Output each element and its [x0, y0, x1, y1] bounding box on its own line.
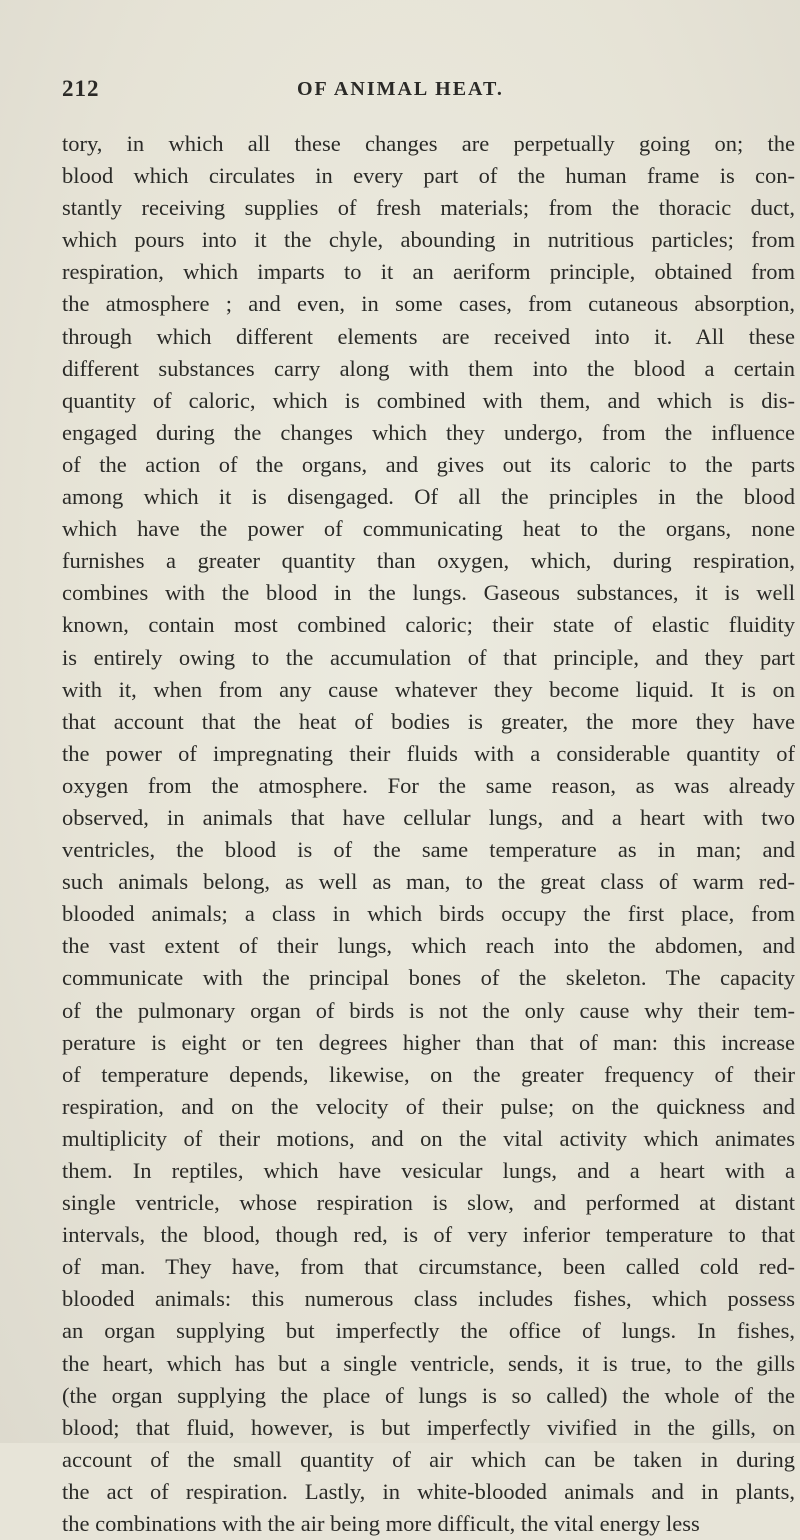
text-line: different substances carry along with them into the blood a certain: [62, 355, 795, 381]
text-line: them. In reptiles, which have vesicular lungs, and a heart with a: [62, 1158, 795, 1183]
text-line: multiplicity of their motions, and on the vital activity which animates: [62, 1125, 795, 1151]
text-line: that account that the heat of bodies is greater, the more they have: [62, 708, 795, 734]
text-line: known, contain most combined caloric; their state of elastic fluidity: [62, 612, 795, 638]
body-text: [62, 128, 795, 1540]
text-line: the act of respiration. Lastly, in white-blooded animals and in plants,: [62, 1478, 795, 1504]
text-line: (the organ supplying the place of lungs is so called) the whole of the: [62, 1382, 795, 1408]
text-line: observed, in animals that have cellular lungs, and a heart with two: [62, 804, 795, 830]
text-line: the combinations with the air being more difficult, the vital energy less: [62, 1511, 700, 1537]
text-line: among which it is disengaged. Of all the principles in the blood: [62, 484, 795, 510]
text-line: combines with the blood in the lungs. Gaseous substances, it is well: [62, 580, 795, 606]
text-line: perature is eight or ten degrees higher than that of man: this increase: [62, 1029, 795, 1055]
text-line: the heart, which has but a single ventricle, sends, it is true, to the gills: [62, 1350, 795, 1376]
text-line: single ventricle, whose respiration is slow, and performed at distant: [62, 1190, 795, 1216]
text-line: ventricles, the blood is of the same temperature as in man; and: [62, 837, 795, 863]
text-line: account of the small quantity of air which can be taken in during: [62, 1446, 795, 1472]
text-line: of the action of the organs, and gives out its caloric to the parts: [62, 451, 795, 477]
text-line: of man. They have, from that circumstance, been called cold red-: [62, 1254, 795, 1280]
text-line: an organ supplying but imperfectly the office of lungs. In fishes,: [62, 1318, 795, 1344]
text-line: blooded animals: this numerous class includes fishes, which possess: [62, 1286, 795, 1312]
text-line: is entirely owing to the accumulation of that principle, and they part: [62, 644, 795, 670]
text-line: quantity of caloric, which is combined with them, and which is dis-: [62, 387, 795, 413]
text-line: with it, when from any cause whatever they become liquid. It is on: [62, 676, 795, 702]
text-line: which have the power of communicating heat to the organs, none: [62, 516, 795, 542]
text-line: of temperature depends, likewise, on the greater frequency of their: [62, 1061, 795, 1087]
text-line: intervals, the blood, though red, is of very inferior temperature to that: [62, 1222, 795, 1248]
text-line: which pours into it the chyle, abounding in nutritious particles; from: [62, 227, 795, 253]
text-line: the atmosphere ; and even, in some cases, from cutaneous absorption,: [62, 291, 795, 317]
page-number: 212: [62, 76, 100, 101]
text-line: furnishes a greater quantity than oxygen, which, during respiration,: [62, 548, 795, 574]
running-head: OF ANIMAL HEAT.: [297, 78, 504, 100]
text-line: blooded animals; a class in which birds occupy the first place, from: [62, 901, 795, 927]
page-header: [62, 76, 792, 106]
text-line: engaged during the changes which they undergo, from the influence: [62, 419, 795, 445]
text-line: of the pulmonary organ of birds is not the only cause why their tem-: [62, 997, 795, 1023]
text-line: communicate with the principal bones of the skeleton. The capacity: [62, 965, 795, 991]
text-line: oxygen from the atmosphere. For the same reason, as was already: [62, 772, 795, 798]
text-line: respiration, and on the velocity of their pulse; on the quickness and: [62, 1093, 795, 1119]
text-line: stantly receiving supplies of fresh materials; from the thoracic duct,: [62, 195, 795, 221]
text-line: tory, in which all these changes are perpetually going on; the: [62, 131, 795, 156]
text-line: such animals belong, as well as man, to the great class of warm red-: [62, 869, 795, 895]
text-line: blood which circulates in every part of the human frame is con-: [62, 163, 795, 189]
text-line: through which different elements are received into it. All these: [62, 323, 795, 349]
text-line: the power of impregnating their fluids with a considerable quantity of: [62, 740, 795, 766]
text-line: respiration, which imparts to it an aeriform principle, obtained from: [62, 259, 795, 285]
text-line: the vast extent of their lungs, which reach into the abdomen, and: [62, 933, 795, 959]
text-line: blood; that fluid, however, is but imperfectly vivified in the gills, on: [62, 1414, 795, 1440]
